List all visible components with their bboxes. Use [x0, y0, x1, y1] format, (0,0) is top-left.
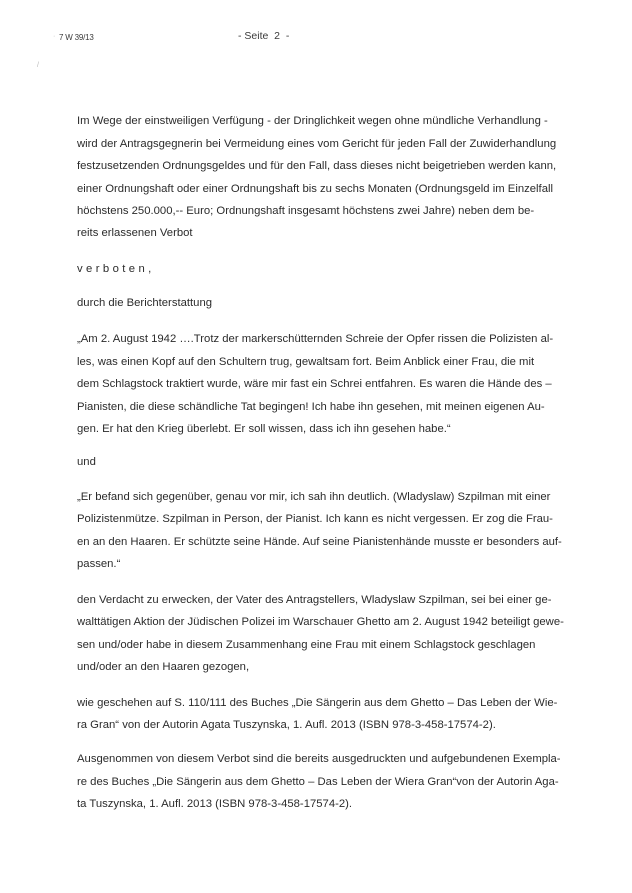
ausgenommen-line: re des Buches „Die Sängerin aus dem Ghetto – Das Leben der Wiera Gran“von der Autorin Aga-: [77, 776, 559, 788]
quote1-line: les, was einen Kopf auf den Schultern trug, gewaltsam fort. Beim Anblick einer Frau, die mit: [77, 356, 535, 368]
quote1-line: dem Schlagstock traktiert wurde, wäre mir fast ein Schrei entfahren. Es waren die Hände des –: [77, 378, 552, 390]
ausgenommen-line: Ausgenommen von diesem Verbot sind die bereits ausgedruckten und aufgebundenen Exempla-: [77, 753, 561, 765]
durch-line: durch die Berichterstattung: [77, 297, 213, 309]
verdacht-line: und/oder an den Haaren gezogen,: [77, 661, 250, 673]
quote2-line: Polizistenmütze. Szpilman in Person, der Pianist. Ich kann es nicht vergessen. Er zog die Frau-: [77, 513, 553, 525]
quote1-line: gen. Er hat den Krieg überlebt. Er soll wissen, dass ich ihn gesehen habe.“: [77, 423, 451, 435]
quote2-line: en an den Haaren. Er schützte seine Hände. Auf seine Pianistenhände musste er besonders auf-: [77, 536, 562, 548]
scan-artifact-dot: ·: [53, 33, 56, 40]
intro-line: höchstens 250.000,-- Euro; Ordnungshaft insgesamt höchstens zwei Jahre) neben dem be-: [77, 205, 535, 217]
und-line: und: [77, 456, 96, 468]
geschehen-line: wie geschehen auf S. 110/111 des Buches „Die Sängerin aus dem Ghetto – Das Leben der Wie-: [77, 697, 558, 709]
verdacht-line: walttätigen Aktion der Jüdischen Polizei im Warschauer Ghetto am 2. August 1942 beteiligt gewe-: [77, 616, 564, 628]
quote1-line: Pianisten, die diese schändliche Tat begingen! Ich habe ihn gesehen, mit meinen eigenen Au-: [77, 401, 545, 413]
geschehen-line: ra Gran“ von der Autorin Agata Tuszynska, 1. Aufl. 2013 (ISBN 978-3-458-17574-2).: [77, 719, 496, 731]
ausgenommen-line: ta Tuszynska, 1. Aufl. 2013 (ISBN 978-3-458-17574-2).: [77, 798, 353, 810]
verdacht-line: sen und/oder habe in diesem Zusammenhang eine Frau mit einem Schlagstock geschlagen: [77, 639, 536, 651]
intro-line: einer Ordnungshaft oder einer Ordnungshaft bis zu sechs Monaten (Ordnungsgeld im Einzelfall: [77, 183, 553, 195]
verdacht-line: den Verdacht zu erwecken, der Vater des Antragstellers, Wladyslaw Szpilman, sei bei einer ge-: [77, 594, 552, 606]
quote2-line: „Er befand sich gegenüber, genau vor mir, ich sah ihn deutlich. (Wladyslaw) Szpilman mit einer: [77, 491, 551, 503]
quote1-line: „Am 2. August 1942 ….Trotz der markerschütternden Schreie der Opfer rissen die Polizisten al-: [77, 333, 554, 345]
page-number: - Seite 2 -: [238, 30, 290, 42]
verboten-heading: verboten,: [77, 263, 155, 275]
scan-artifact-mark: /: [37, 62, 39, 69]
quote2-line: passen.“: [77, 558, 121, 570]
intro-line: wird der Antragsgegnerin bei Vermeidung eines vom Gericht für jeden Fall der Zuwiderhandlung: [77, 138, 557, 150]
intro-line: reits erlassenen Verbot: [77, 227, 193, 239]
intro-line: Im Wege der einstweiligen Verfügung - der Dringlichkeit wegen ohne mündliche Verhandlung -: [77, 115, 548, 127]
case-number: 7 W 39/13: [59, 33, 94, 42]
intro-line: festzusetzenden Ordnungsgeldes und für den Fall, dass dieses nicht beigetrieben werden kann,: [77, 160, 557, 172]
